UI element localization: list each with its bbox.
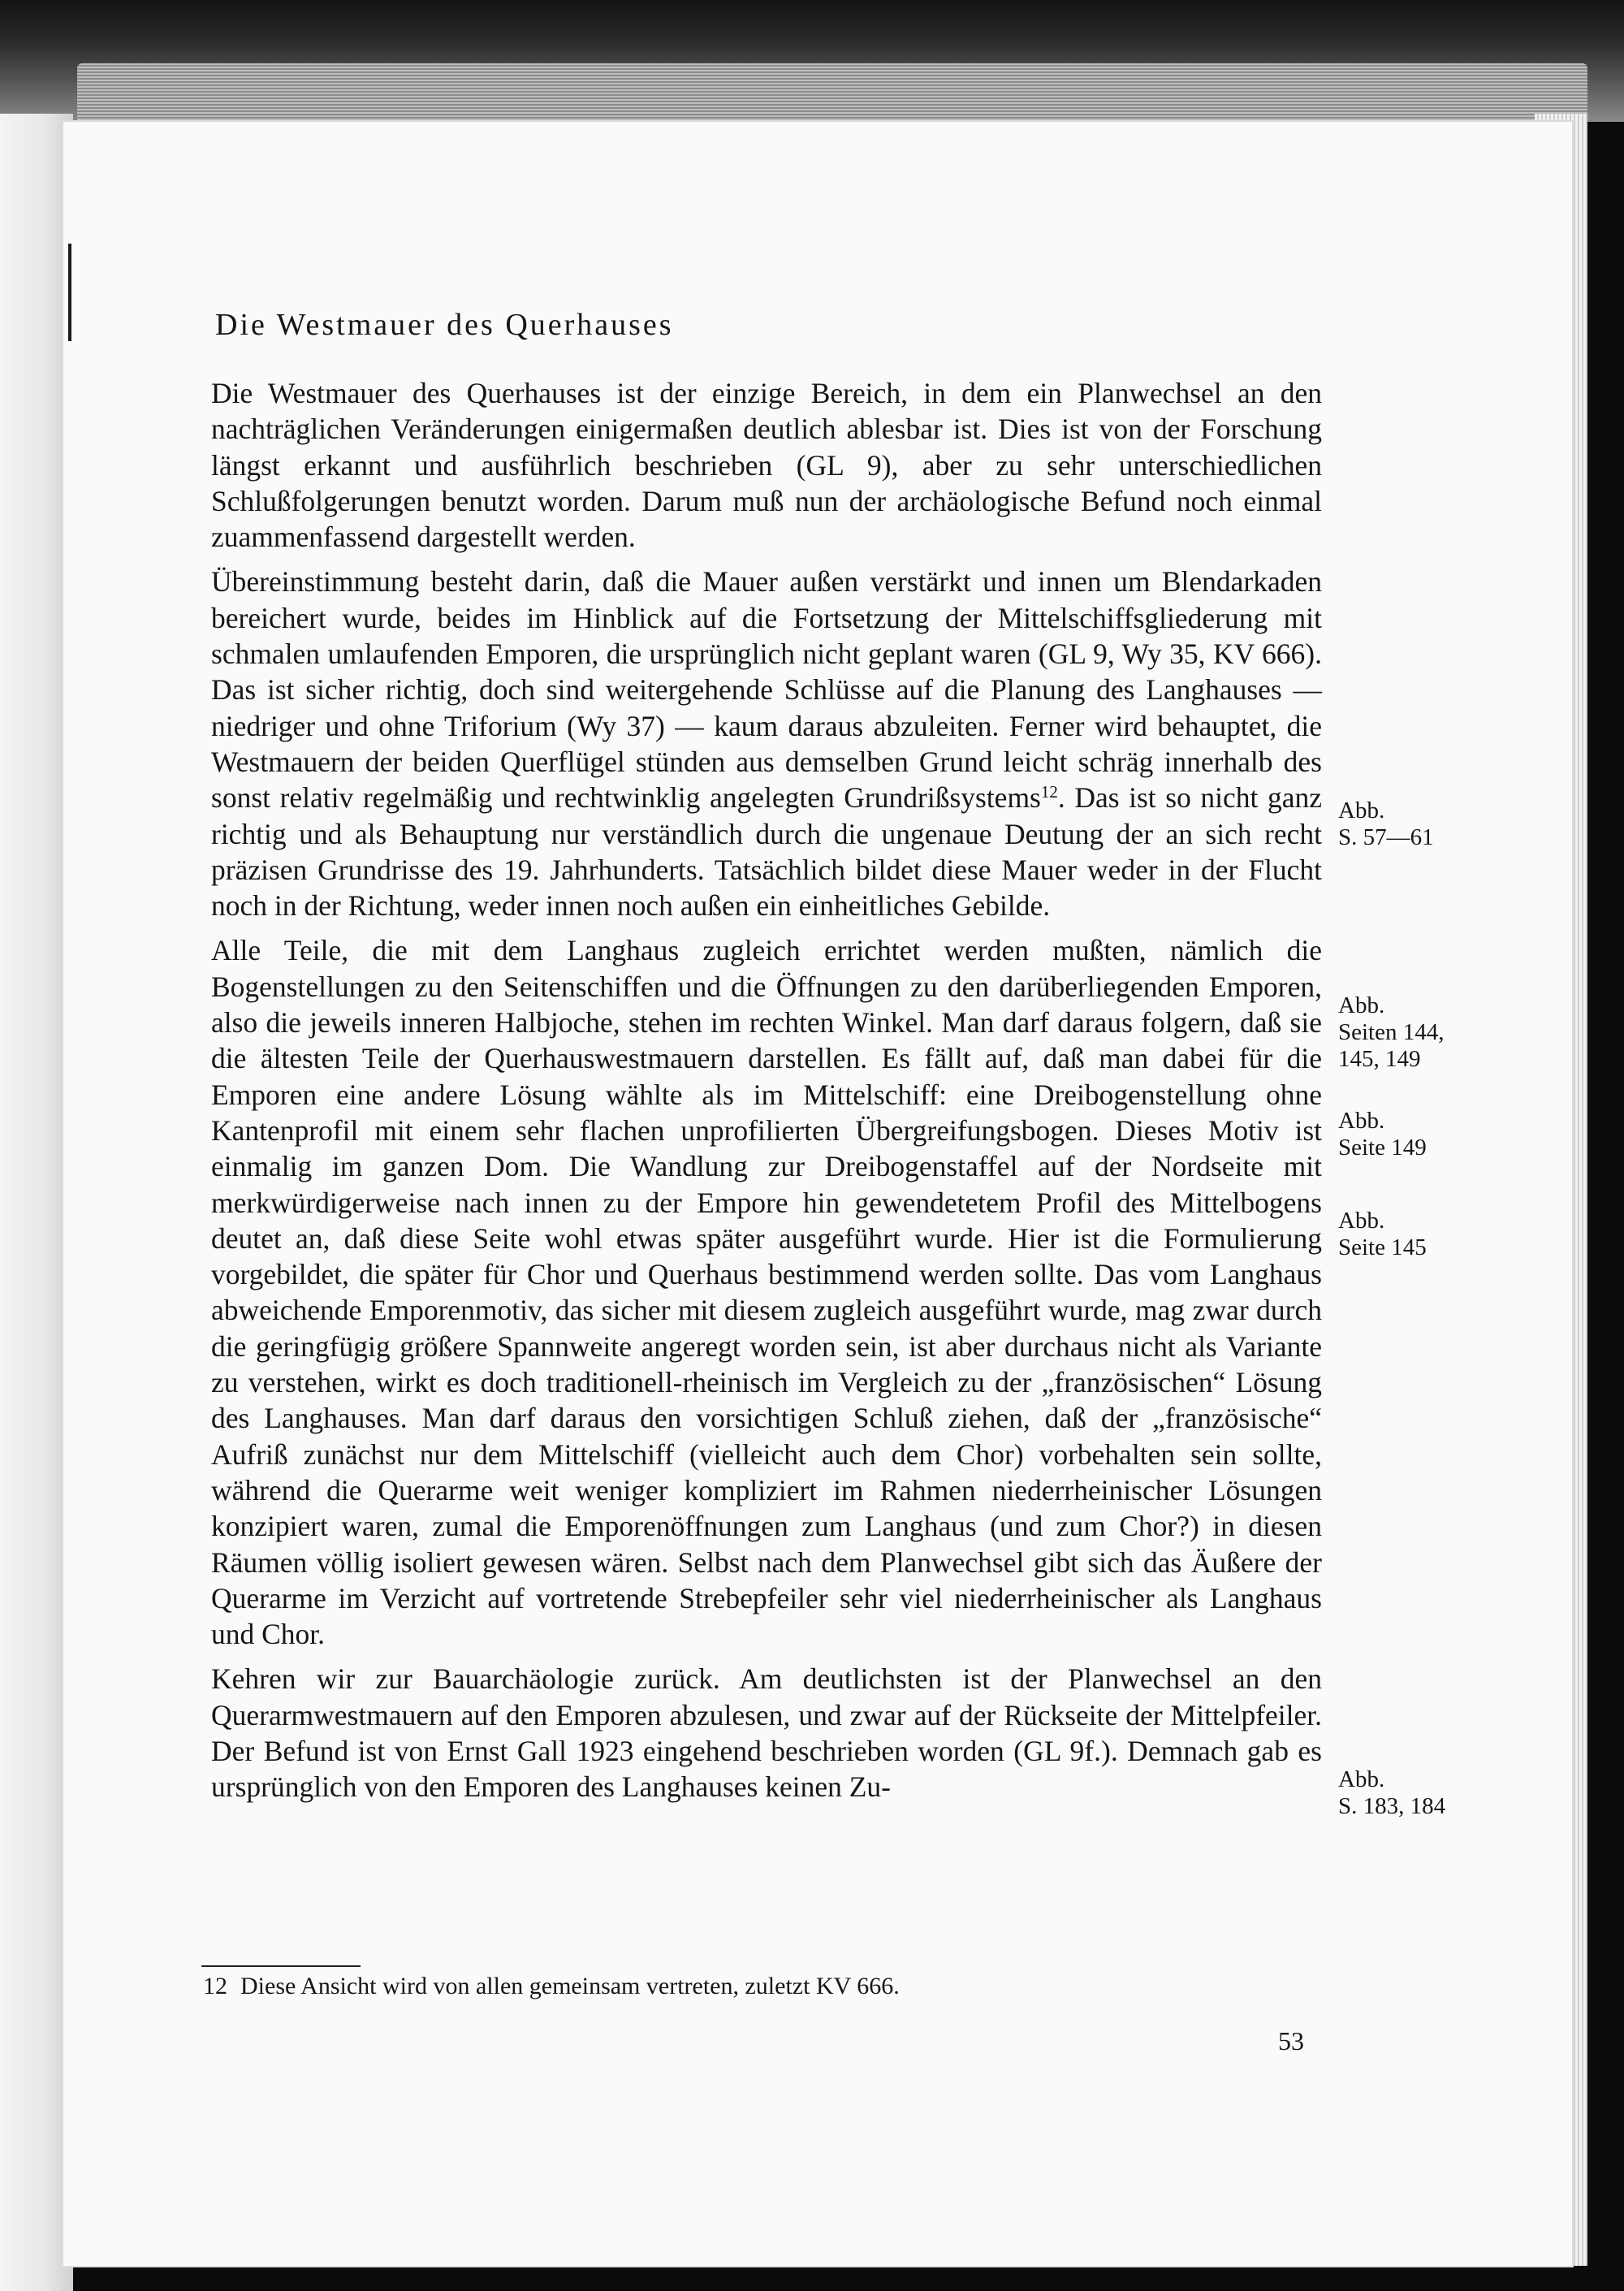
margin-note: Abb. Seite 149 (1338, 1108, 1427, 1161)
section-heading: Die Westmauer des Querhauses (215, 308, 674, 342)
page-crease (68, 244, 71, 341)
paragraph-2-text-a: Übereinstimmung besteht darin, daß die Mauer außen verstärkt und innen um Blendarkaden bereichert wurde, beides im Hinblick auf die Fortsetzung der Mittelschiffsgliederung mit schmalen umlaufenden Emporen, die ursprünglich nicht geplant waren (GL 9, Wy 35, KV 666). Das ist sicher richtig, doch sind weitergehende Schlüsse auf die Planung des Langhauses — niedriger und ohne Triforium (Wy 37) — kaum daraus abzuleiten. Ferner wird behauptet, die Westmauern der beiden Querflügel stünden aus demselben Grund leicht schräg innerhalb des sonst relativ regelmäßig und rechtwinklig angelegten Grundrißsystems (211, 565, 1322, 815)
footnote-number: 12 (203, 1973, 227, 1999)
footnote-text: Diese Ansicht wird von allen gemeinsam vertreten, zuletzt KV 666. (240, 1973, 900, 1999)
paragraph-2-text-b: . Das ist so nicht ganz richtig und als Behauptung nur verständlich durch die ungenaue Deutung der an sich recht präzisen Grundrisse des 19. Jahrhunderts. Tatsächlich bildet diese Mauer weder in der Flucht noch in der Richtung, weder innen noch außen ein einheitliches Gebilde. (211, 781, 1322, 923)
paragraph-2 (211, 564, 1322, 923)
margin-note: Abb. Seite 145 (1338, 1208, 1427, 1260)
margin-note: Abb. S. 57—61 (1338, 798, 1434, 850)
footnote-divider (201, 1965, 361, 1967)
page-number: 53 (1278, 2026, 1304, 2055)
page-stack-top (77, 63, 1587, 120)
book-spine-page (0, 114, 73, 2291)
margin-note: Abb. Seiten 144, 145, 149 (1338, 992, 1445, 1072)
paragraph-4: Kehren wir zur Bauarchäologie zurück. Am deutlichsten ist der Planwechsel an den Querarmwestmauern auf den Emporen abzulesen, und zwar auf der Rückseite der Mittelpfeiler. Der Befund ist von Ernst Gall 1923 eingehend beschrieben worden (GL 9f.). Demnach gab es ursprünglich von den Emporen des Langhauses keinen Zu- (211, 1662, 1322, 1804)
body-text (211, 375, 1322, 1805)
margin-note: Abb. S. 183, 184 (1338, 1766, 1446, 1819)
footnote (203, 1972, 900, 2001)
paragraph-1: Die Westmauer des Querhauses ist der einzige Bereich, in dem ein Planwechsel an den nachträglichen Veränderungen einigermaßen deutlich ablesbar ist. Dies ist von der Forschung längst erkannt und ausführlich beschrieben (GL 9), aber zu sehr unterschiedlichen Schlußfolgerungen benutzt worden. Darum muß nun der archäologische Befund noch einmal zuammenfassend dargestellt werden. (211, 377, 1322, 554)
paragraph-3: Alle Teile, die mit dem Langhaus zugleich errichtet werden mußten, nämlich die Bogenstellungen zu den Seitenschiffen und die Öffnungen zu den darüberliegenden Emporen, also die jeweils inneren Halbjoche, stehen im rechten Winkel. Man darf daraus folgern, daß sie die ältesten Teile der Querhauswestmauern darstellen. Es fällt auf, daß man dabei für die Emporen eine andere Lösung wählte als im Mittelschiff: eine Dreibogenstellung ohne Kantenprofil mit einem sehr flachen unprofilierten Übergreifungsbogen. Dieses Motiv ist einmalig im ganzen Dom. Die Wandlung zur Dreibogenstaffel auf der Nordseite mit merkwürdigerweise nach innen zu der Empore hin gewendetetem Profil des Mittelbogens deutet an, daß diese Seite wohl etwas später ausgeführt wurde. Hier ist die Formulierung vorgebildet, die später für Chor und Querhaus bestimmend werden sollte. Das vom Langhaus abweichende Emporenmotiv, das sicher mit diesem zugleich ausgeführt wurde, mag zwar durch die geringfügig größere Spannweite angeregt worden sein, ist aber durchaus nicht als Variante zu verstehen, wirkt es doch traditionell-rheinisch im Vergleich zu der „französischen“ Lösung des Langhauses. Man darf daraus den vorsichtigen Schluß ziehen, daß der „französische“ Aufriß zunächst nur dem Mittelschiff (vielleicht auch dem Chor) vorbehalten sein sollte, während die Querarme weit weniger kompliziert im Rahmen niederrheinischer Lösungen konzipiert waren, zumal die Emporenöffnungen zum Langhaus (und zum Chor?) in diesen Räumen völlig isoliert gewesen wären. Selbst nach dem Planwechsel gibt sich das Äußere der Querarme im Verzicht auf vortretende Strebepfeiler sehr viel niederrheinischer als Langhaus und Chor. (211, 934, 1322, 1651)
footnote-reference: 12 (1040, 782, 1058, 802)
